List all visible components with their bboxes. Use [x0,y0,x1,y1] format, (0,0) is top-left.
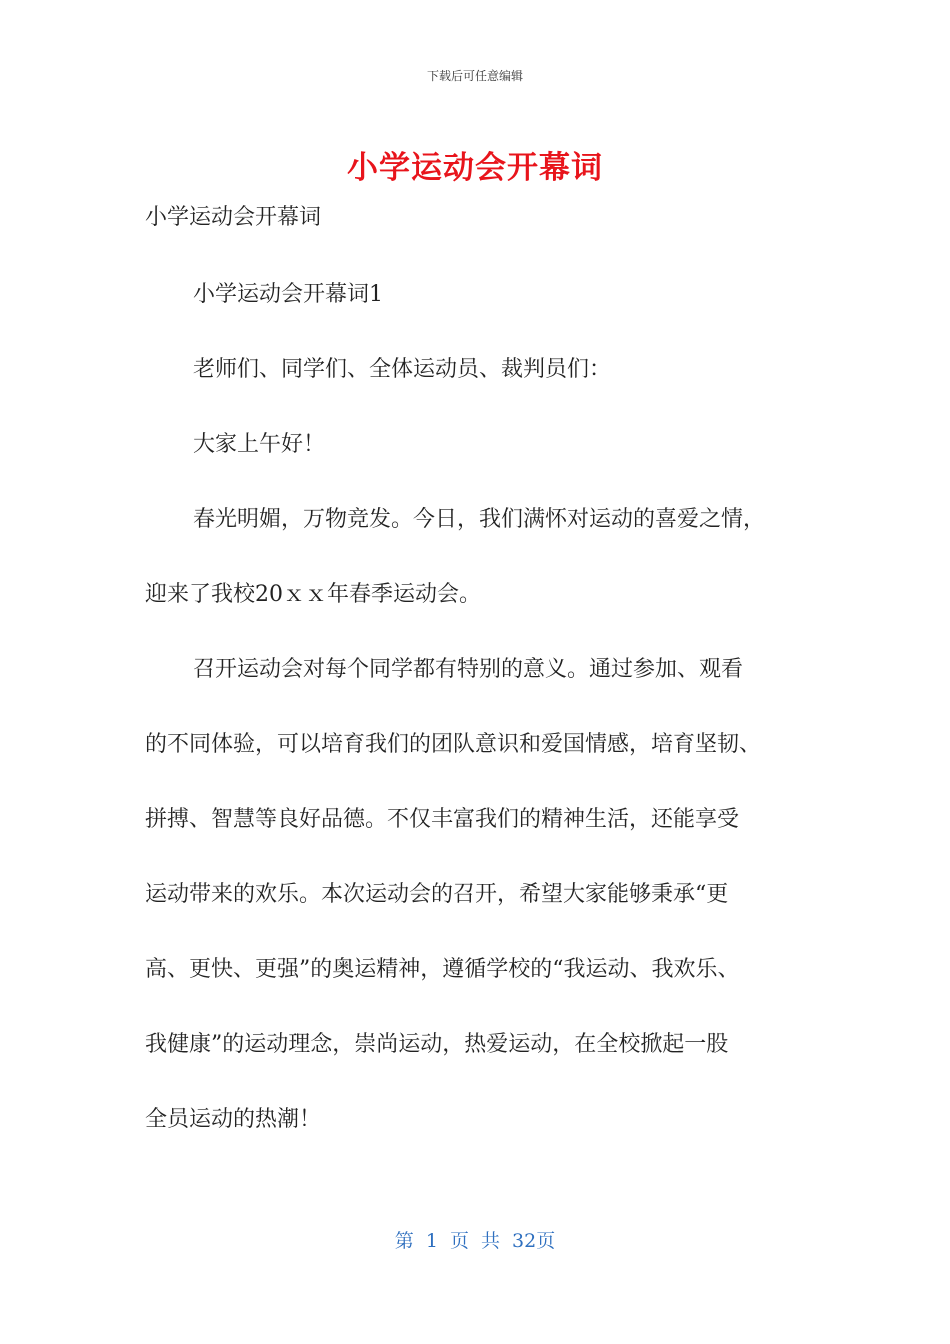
paragraph-line: 召开运动会对每个同学都有特别的意义。通过参加、观看 [193,657,744,682]
paragraph-line: 运动带来的欢乐。本次运动会的召开，希望大家能够秉承“更 [145,882,729,907]
paragraph-line: 春光明媚，万物竞发。今日，我们满怀对运动的喜爱之情， [193,507,766,532]
paragraph-line: 高、更快、更强”的奥运精神，遵循学校的“我运动、我欢乐、 [145,957,740,982]
section-heading: 小学运动会开幕词1 [193,282,383,307]
paragraph-line: 我健康”的运动理念，崇尚运动，热爱运动，在全校掀起一股 [145,1032,729,1057]
page-number-footer: 第 1 页 共 32页 [394,1230,556,1252]
header-note: 下载后可任意编辑 [426,69,523,83]
paragraph-line: 拼搏、智慧等良好品德。不仅丰富我们的精神生活，还能享受 [145,807,740,832]
paragraph-line: 迎来了我校20ｘｘ年春季运动会。 [145,582,481,607]
document-title: 小学运动会开幕词 [347,150,603,186]
greeting: 大家上午好！ [193,432,326,457]
paragraph-line: 全员运动的热潮！ [145,1107,322,1132]
salutation: 老师们、同学们、全体运动员、裁判员们： [193,357,612,382]
doc-heading-line: 小学运动会开幕词 [145,205,322,230]
paragraph-line: 的不同体验，可以培育我们的团队意识和爱国情感，培育坚韧、 [145,732,762,757]
